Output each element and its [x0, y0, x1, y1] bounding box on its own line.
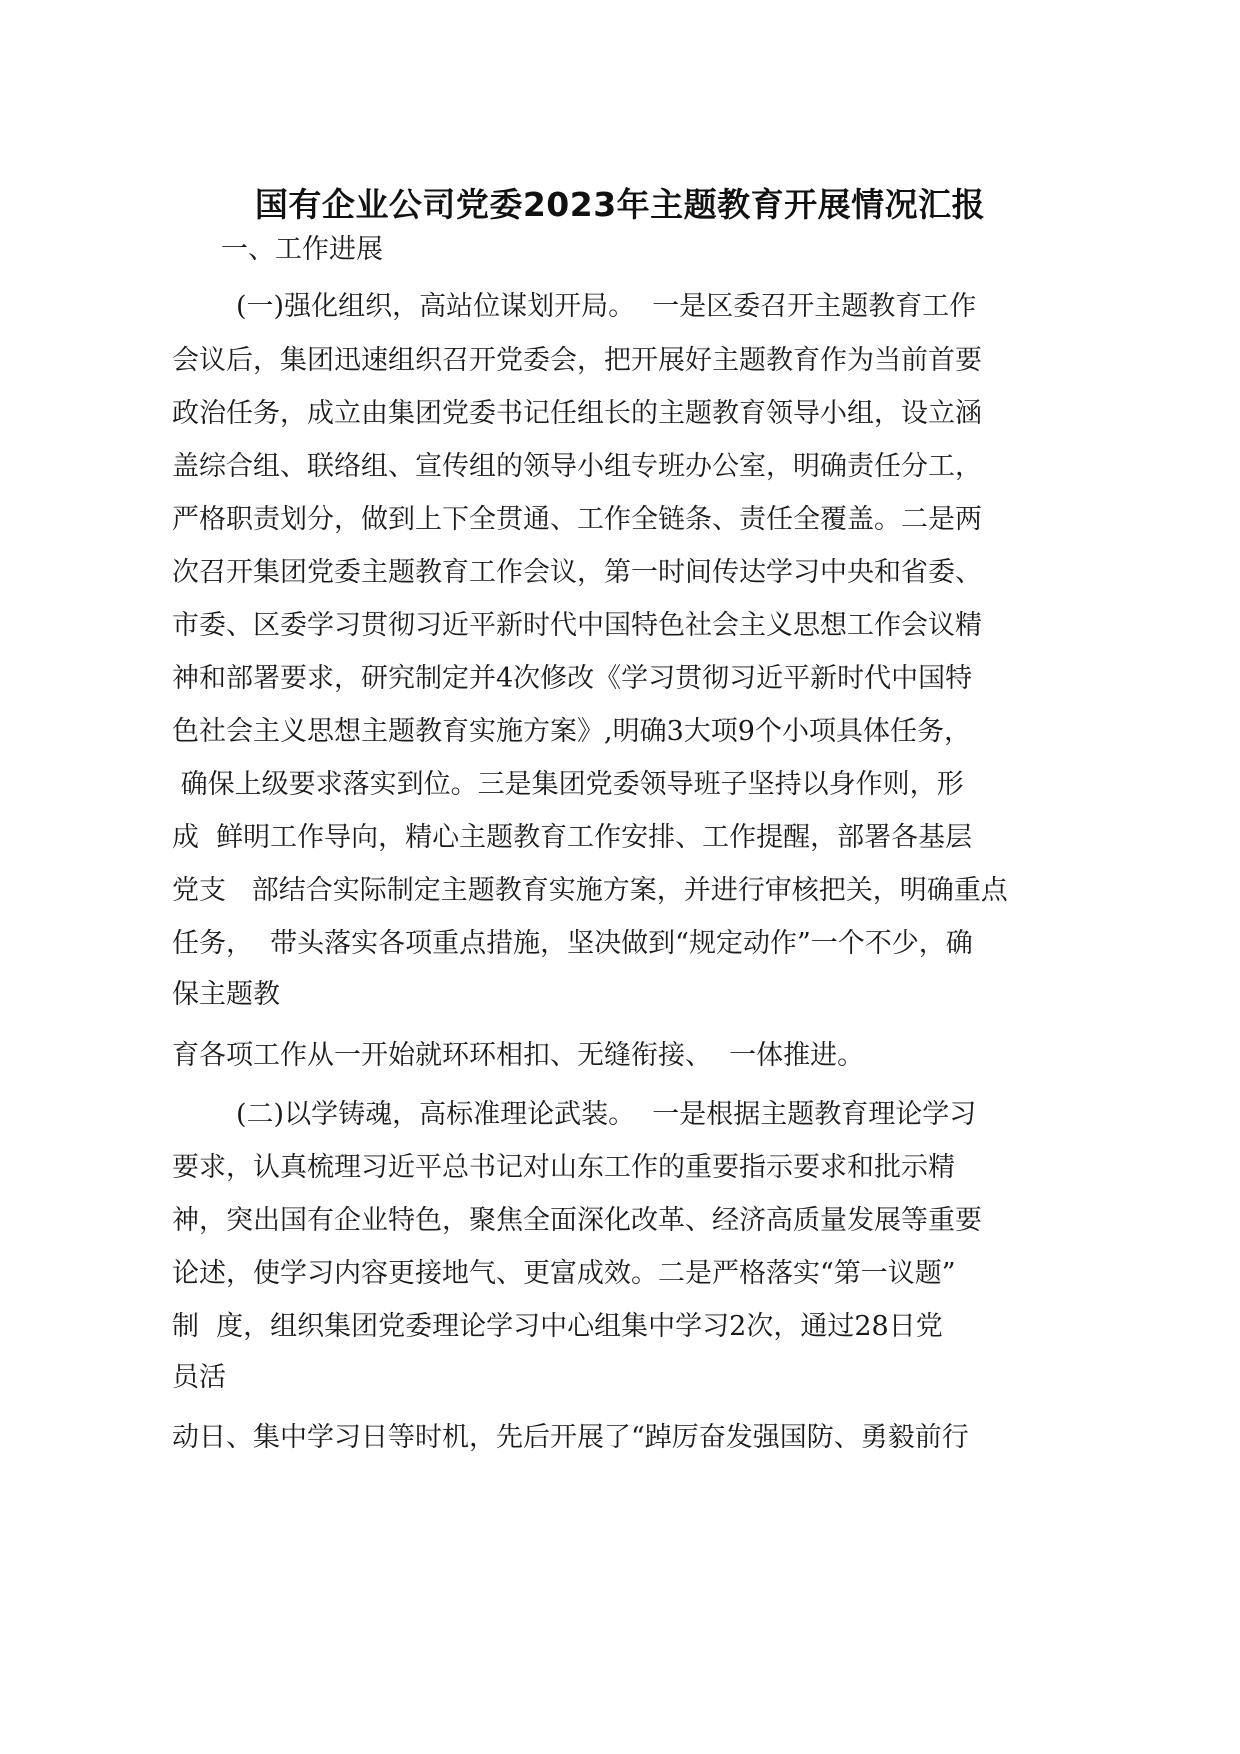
- paragraph-line: (一)强化组织，高站位谋划开局。 一是区委召开主题教育工作: [236, 291, 977, 322]
- paragraph-line: 次召开集团党委主题教育工作会议，第一时间传达学习中央和省委、: [172, 557, 982, 588]
- paragraph-line: 神，突出国有企业特色，聚焦全面深化改革、经济高质量发展等重要: [172, 1205, 982, 1236]
- paragraph-line: 要求，认真梳理习近平总书记对山东工作的重要指示要求和批示精: [172, 1152, 955, 1183]
- paragraph-line: 制 度，组织集团党委理论学习中心组集中学习2次，通过28日党: [172, 1311, 943, 1342]
- paragraph-line: 论述，使学习内容更接地气、更富成效。二是严格落实“第一议题”: [172, 1258, 956, 1289]
- paragraph-line: 政治任务，成立由集团党委书记任组长的主题教育领导小组，设立涵: [172, 398, 982, 429]
- document-title: 国有企业公司党委2023年主题教育开展情况汇报: [254, 185, 986, 224]
- paragraph-line: 色社会主义思想主题教育实施方案》,明确3大项9个小项具体任务，: [172, 716, 971, 747]
- paragraph-line: 保主题教: [172, 979, 280, 1010]
- paragraph-line: (二)以学铸魂，高标准理论武装。 一是根据主题教育理论学习: [236, 1099, 977, 1130]
- paragraph-line: 成 鲜明工作导向，精心主题教育工作安排、工作提醒，部署各基层: [172, 822, 973, 853]
- paragraph-line: 确保上级要求落实到位。三是集团党委领导班子坚持以身作则，形: [172, 769, 964, 800]
- paragraph-line: 严格职责划分，做到上下全贯通、工作全链条、责任全覆盖。二是两: [172, 504, 982, 535]
- paragraph-line: 任务， 带头落实各项重点措施，坚决做到“规定动作”一个不少，确: [172, 928, 973, 959]
- section-heading: 一、工作进展: [221, 234, 383, 265]
- paragraph-line: 会议后，集团迅速组织召开党委会，把开展好主题教育作为当前首要: [172, 345, 982, 376]
- paragraph-line: 动日、集中学习日等时机，先后开展了“踔厉奋发强国防、勇毅前行: [172, 1422, 969, 1453]
- paragraph-line: 神和部署要求，研究制定并4次修改《学习贯彻习近平新时代中国特: [172, 663, 973, 694]
- paragraph-line: 盖综合组、联络组、宣传组的领导小组专班办公室，明确责任分工，: [172, 451, 982, 482]
- paragraph-line: 市委、区委学习贯彻习近平新时代中国特色社会主义思想工作会议精: [172, 610, 982, 641]
- paragraph-line: 党支 部结合实际制定主题教育实施方案，并进行审核把关，明确重点: [172, 875, 1008, 906]
- paragraph-line: 育各项工作从一开始就环环相扣、无缝衔接、 一体推进。: [172, 1040, 865, 1071]
- paragraph-line: 员活: [172, 1362, 226, 1393]
